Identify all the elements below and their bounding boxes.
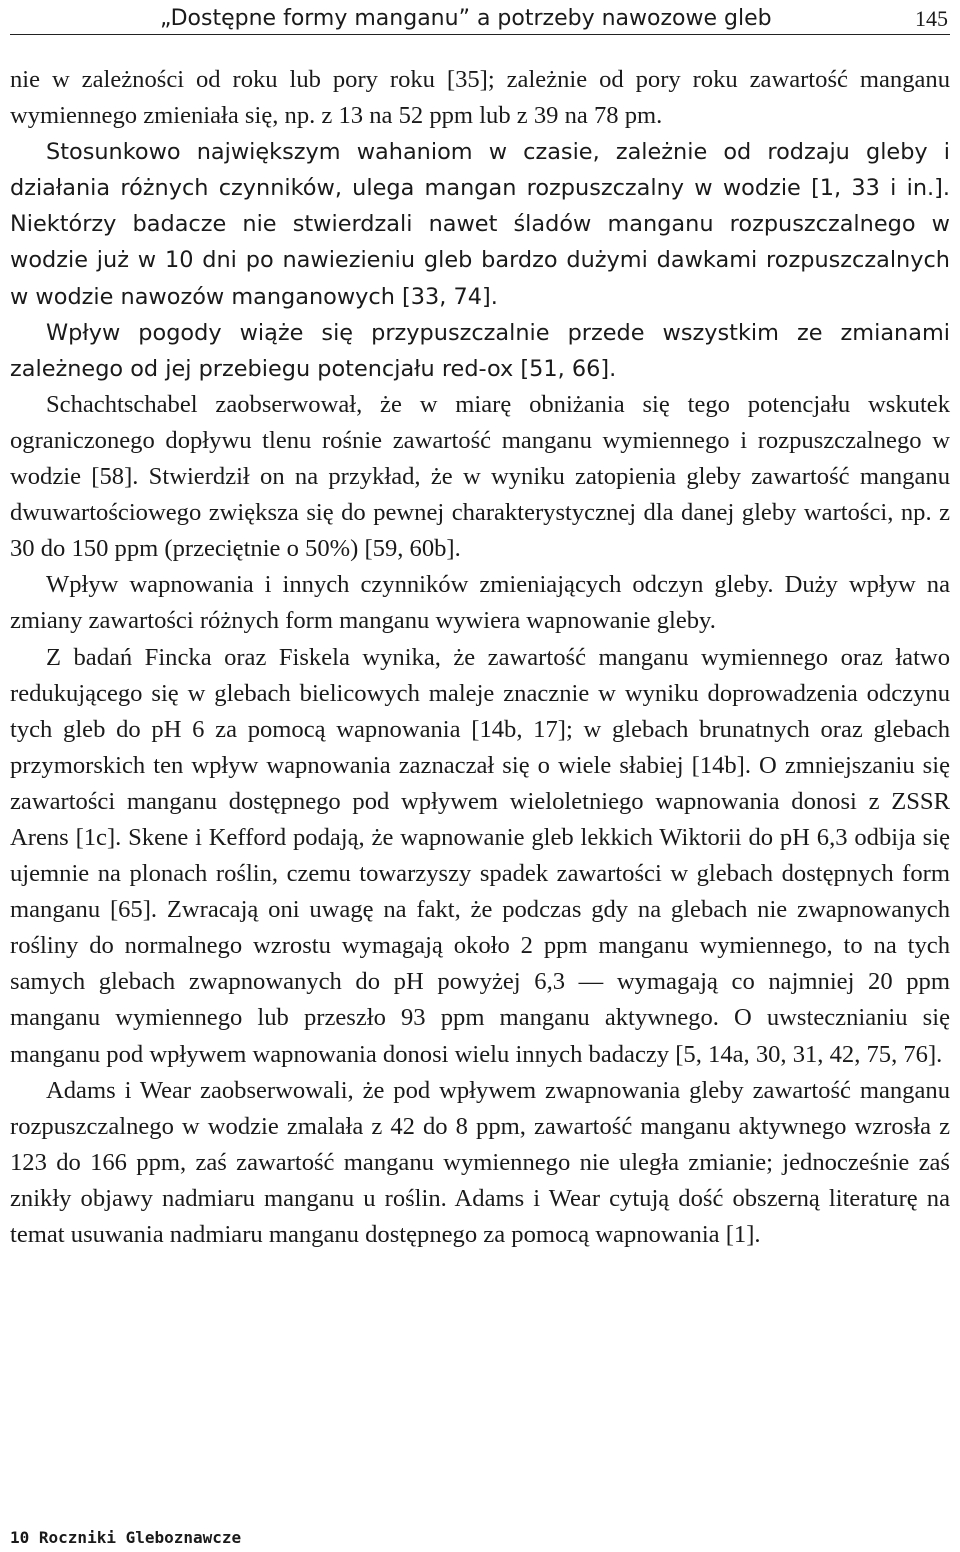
footer-signature: 10 Roczniki Gleboznawcze [10,1528,242,1547]
page-number: 145 [915,6,948,31]
paragraph-solubility: Stosunkowo największym wahaniom w czasie, zależnie od rodzaju gleby i działania różnych czynników, ulega mangan rozpuszczalny w wodzie [1, 33 i in.]. Niektórzy badacze nie stwierdzali nawet śladów manganu rozpuszczalnego w wodzie już w 10 dni po nawiezieniu gleb bardzo dużymi dawkami rozpuszczalnych w wodzie nawozów manganowych [33, 74]. [10,139,950,310]
paragraph-schachtschabel: Schachtschabel zaobserwował, że w miarę obniżania się tego potencjału wskutek ograniczonego dopływu tlenu rośnie zawartość manganu wymiennego i rozpuszczalnego w wodzie [58]. Stwierdził on na przykład, że w wyniku zatopienia gleby zawartość manganu dwuwartościowego zwiększa się do pewnej charakterystycznej dla danej gleby wartości, np. z 30 do 150 ppm (przeciętnie o 50%) [59, 60b]. [10,390,950,563]
paragraph-weather: Wpływ pogody wiąże się przypuszczalnie przede wszystkim ze zmianami zależnego od jej przebiegu potencjału red-ox [51, 66]. [10,319,950,382]
paragraph-finck-fiskel: Z badań Fincka oraz Fiskela wynika, że zawartość manganu wymiennego oraz łatwo redukującego się w glebach bielicowych maleje znacznie w wyniku doprowadzenia odczynu tych gleb do pH 6 za pomocą wapnowania [14b, 17]; w glebach brunatnych oraz glebach przymorskich ten wpływ wapnowania zaznaczał się o wiele słabiej [14b]. O zmniejszaniu się zawartości manganu dostępnego pod wpływem wieloletniego wapnowania donosi z ZSSR Arens [1c]. Skene i Kefford podają, że wapnowanie gleb lekkich Wiktorii do pH 6,3 odbija się ujemnie na plonach roślin, czemu towarzyszy spadek zawartości w glebach dostępnych form manganu [65]. Zwracają oni uwagę na fakt, że podczas gdy na glebach nie zwapnowanych rośliny do normalnego wzrostu wymagają około 2 ppm manganu wymiennego, to na tych samych glebach zwapnowanych do pH powyżej 6,3 — wymagają co najmniej 20 ppm manganu wymiennego lub przeszło 93 ppm manganu aktywnego. O uwstecznianiu się manganu pod wpływem wapnowania donosi wielu innych badaczy [5, 14a, 30, 31, 42, 75, 76]. [10,643,950,1068]
running-title: „Dostępne formy manganu” a potrzeby nawozowe gleb [160,6,772,31]
running-header [10,4,950,35]
paragraph-liming-heading: Wpływ wapnowania i innych czynników zmieniających odczyn gleby. Duży wpływ na zmiany zawartości różnych form manganu wywiera wapnowanie gleby. [10,571,950,635]
paragraph-continuation: nie w zależności od roku lub pory roku [35]; zależnie od pory roku zawartość manganu wymiennego zmieniała się, np. z 13 na 52 ppm lub z 39 na 78 pm. [10,66,950,130]
body-text [10,62,950,1253]
paragraph-adams-wear: Adams i Wear zaobserwowali, że pod wpływem zwapnowania gleby zawartość manganu rozpuszczalnego w wodzie zmalała z 42 do 8 ppm, zawartość manganu aktywnego wzrosła z 123 do 166 ppm, zaś zawartość manganu wymiennego nie uległa zmianie; jednocześnie zaś znikły objawy nadmiaru manganu u roślin. Adams i Wear cytują dość obszerną literaturę na temat usuwania nadmiaru manganu dostępnego za pomocą wapnowania [1]. [10,1076,950,1248]
